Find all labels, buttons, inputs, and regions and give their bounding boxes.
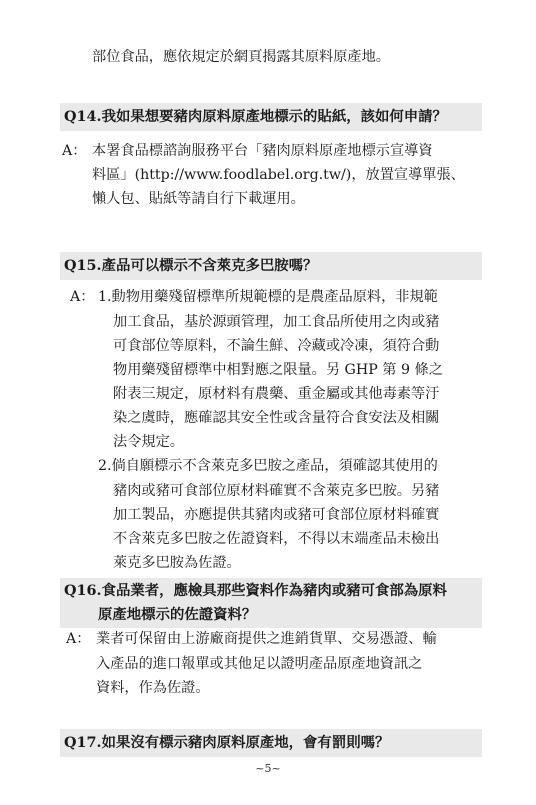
q16-heading-line-1: Q16.食品業者，應檢具那些資料作為豬肉或豬可食部為原料 <box>64 582 447 599</box>
q16-answer-line: 入產品的進口報單或其他足以證明產品原產地資訊之 <box>96 656 423 672</box>
page-number: ~5~ <box>255 762 281 775</box>
q17-heading: Q17.如果沒有標示豬肉原料原產地，會有罰則嗎？ <box>60 729 482 757</box>
intro-text: 部位食品，應依規定於網頁揭露其原料原產地。 <box>92 49 390 65</box>
q15-item2-line: 萊克多巴胺為佐證。 <box>113 555 241 571</box>
q14-answer-line: 本署食品標諮詢服務平台「豬肉原料原產地標示宣導資 <box>92 143 433 159</box>
q16-heading <box>60 578 482 628</box>
q14-answer-line: 懶人包、貼紙等請自行下載運用。 <box>92 191 305 207</box>
q14-heading: Q14.我如果想要豬肉原料原產地標示的貼紙，該如何申請？ <box>60 103 482 131</box>
q14-answer-label: A： <box>62 143 87 159</box>
q16-heading-line-2: 原產地標示的佐證資料？ <box>98 606 257 623</box>
q15-item2-line: 不含萊克多巴胺之佐證資料，不得以末端產品未檢出 <box>113 531 440 547</box>
q15-item2-line: 豬肉或豬可食部位原材料確實不含萊克多巴胺。另豬 <box>113 483 440 499</box>
q15-item1-line: 物用藥殘留標準中相對應之限量。另 GHP 第 9 條之 <box>113 362 443 378</box>
q15-item2-line: 2.倘自願標示不含萊克多巴胺之產品，須確認其使用的 <box>98 458 438 474</box>
q16-answer-line: 資料，作為佐證。 <box>96 680 210 696</box>
q15-answer-label: A： <box>70 289 95 305</box>
q15-item1-line: 附表三規定，原材料有農藥、重金屬或其他毒素等汙 <box>113 386 440 402</box>
q15-item1-line: 加工食品，基於源頭管理，加工食品所使用之肉或豬 <box>113 314 440 330</box>
q15-item1-line: 染之虞時，應確認其安全性或含量符合食安法及相關 <box>113 410 440 426</box>
q15-item1-line: 法令規定。 <box>113 434 184 450</box>
q16-answer-label: A： <box>66 631 91 647</box>
q15-item2-line: 加工製品，亦應提供其豬肉或豬可食部位原材料確實 <box>113 507 440 523</box>
q14-answer-line: 料區」(http://www.foodlabel.org.tw/)，放置宣導單張、 <box>92 167 465 183</box>
q15-item1-line: 可食部位等原料，不論生鮮、冷藏或冷凍，須符合動 <box>113 338 440 354</box>
q15-item1-line: 1.動物用藥殘留標準所規範標的是農產品原料，非規範 <box>98 289 438 305</box>
q16-answer-line: 業者可保留由上游廠商提供之進銷貨單、交易憑證、輸 <box>96 631 437 647</box>
q15-heading: Q15.產品可以標示不含萊克多巴胺嗎？ <box>60 252 482 280</box>
